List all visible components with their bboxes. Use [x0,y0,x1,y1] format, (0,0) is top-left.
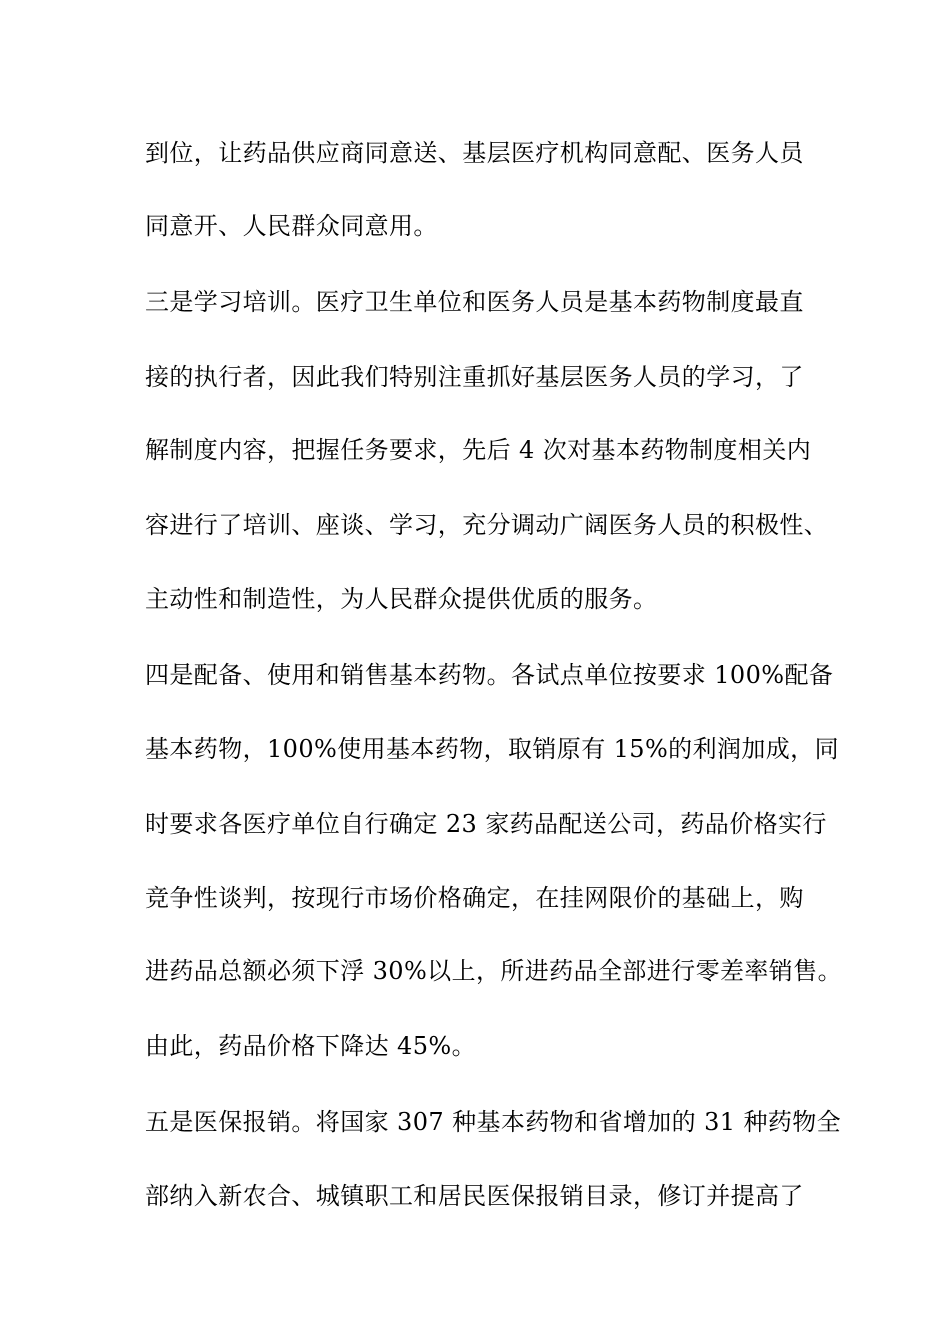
text-line: 基本药物，100%使用基本药物，取销原有 15%的利润加成，同 [145,735,839,763]
text-line: 容进行了培训、座谈、学习，充分调动广阔医务人员的积极性、 [145,511,829,539]
text-line: 到位，让药品供应商同意送、基层医疗机构同意配、医务人员 [145,139,804,167]
text-line: 三是学习培训。医疗卫生单位和医务人员是基本药物制度最直 [145,288,804,316]
text-line: 解制度内容，把握任务要求，先后 4 次对基本药物制度相关内 [145,436,812,464]
text-line: 竞争性谈判，按现行市场价格确定，在挂网限价的基础上，购 [145,884,804,912]
text-line: 接的执行者，因此我们特别注重抓好基层医务人员的学习，了 [145,363,804,391]
text-line: 时要求各医疗单位自行确定 23 家药品配送公司，药品价格实行 [145,810,827,838]
text-line: 五是医保报销。将国家 307 种基本药物和省增加的 31 种药物全 [145,1108,842,1136]
text-line: 主动性和制造性，为人民群众提供优质的服务。 [145,585,658,613]
text-line: 部纳入新农合、城镇职工和居民医保报销目录，修订并提高了 [145,1182,804,1210]
text-line: 由此，药品价格下降达 45%。 [145,1032,476,1060]
text-line: 四是配备、使用和销售基本药物。各试点单位按要求 100%配备 [145,661,834,689]
text-line: 进药品总额必须下浮 30%以上，所进药品全部进行零差率销售。 [145,957,842,985]
text-line: 同意开、人民群众同意用。 [145,212,438,240]
